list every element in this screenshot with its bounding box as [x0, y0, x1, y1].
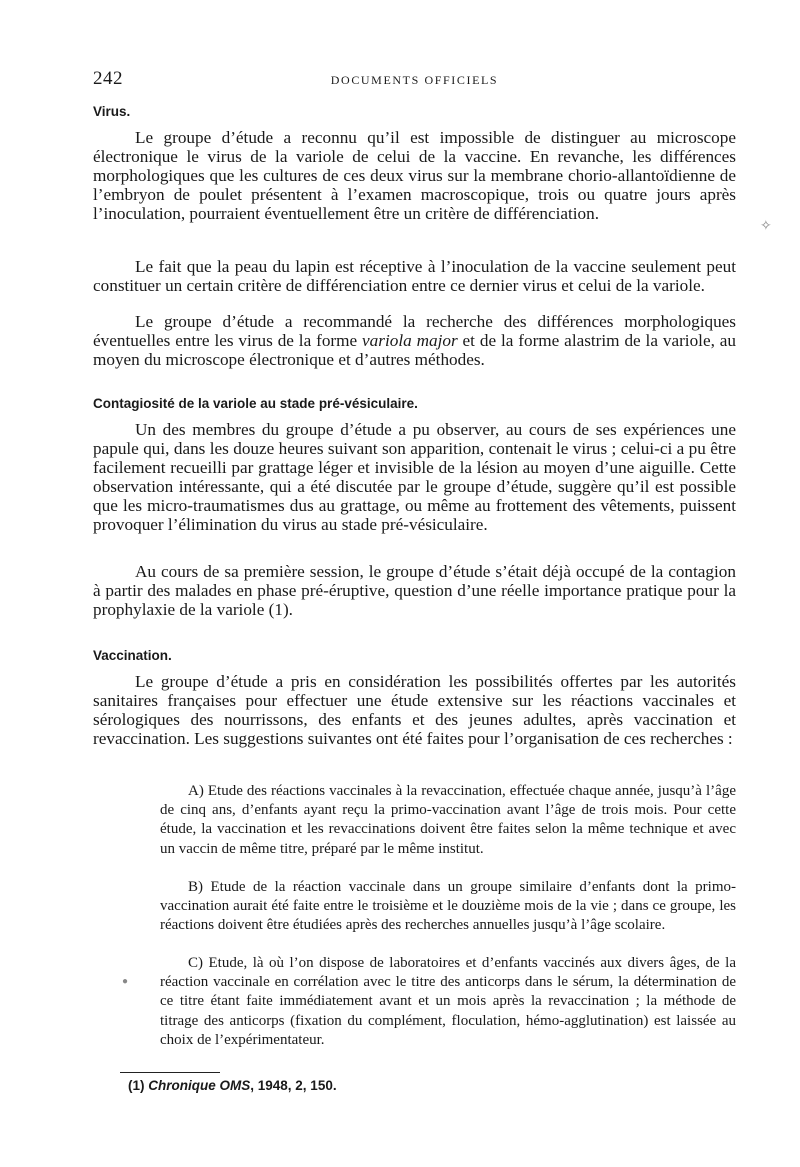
footnote-source: Chronique OMS: [148, 1078, 251, 1093]
margin-smudge: ✧: [760, 219, 772, 234]
list-item: A) Etude des réactions vaccinales à la revaccination, effectuée chaque année, jusqu’à l’âge de cinq ans, d’enfants ayant reçu la primo-vaccination avant l’âge de trois mois. Pour cette étude, la vaccination et les revaccinations doivent être faites selon la même technique et avec un vaccin de même titre, préparé par le même institut.: [160, 783, 736, 857]
page-header: [93, 68, 736, 92]
running-head: DOCUMENTS OFFICIELS: [330, 73, 499, 87]
paragraph: Le fait que la peau du lapin est réceptive à l’inoculation de la vaccine seulement peut constituer un certain critère de différenciation entre ce dernier virus et celui de la variole.: [93, 257, 736, 296]
virus-paragraph-1: [93, 128, 736, 223]
contagion-paragraph-1: [93, 420, 736, 535]
vaccination-item-b: [160, 878, 736, 936]
page-number: 242: [93, 68, 123, 89]
section-heading-virus: Virus.: [93, 104, 131, 119]
paragraph: Un des membres du groupe d’étude a pu observer, au cours de ses expériences une papule qui, dans les douze heures suivant son apparition, contenait le virus ; celui-ci a pu être facilement recueilli par grattage léger et invisible de la lésion au moyen d’une aiguille. Cette observation intéressante, qui a été discutée par le groupe d’étude, suggère qu’il est possible que les micro-traumatismes dus au grattage, ou même au frottement des vêtements, puissent provoquer l’élimination du virus au stade pré-vésiculaire.: [93, 420, 736, 535]
footnote-divider: [120, 1072, 220, 1073]
virus-paragraph-3: [93, 312, 736, 369]
ink-spot: ●: [122, 976, 129, 987]
section-vaccination: [93, 648, 736, 663]
paragraph: Le groupe d’étude a pris en considération les possibilités offertes par les autorités sanitaires françaises pour effectuer une étude extensive sur les réactions vaccinales et sérologiques des nourrissons, des enfants et des jeunes adultes, après vaccination et revaccination. Les suggestions suivantes ont été faites pour l’organisation de ces recherches :: [93, 672, 736, 749]
virus-paragraph-2: [93, 257, 736, 295]
italic-term: variola major: [362, 331, 458, 351]
section-contagion: [93, 396, 736, 411]
footnote: [128, 1078, 337, 1093]
list-item: B) Etude de la réaction vaccinale dans un groupe similaire d’enfants dont la primo-vaccination aurait été faite entre le troisième et le douzième mois de la vie ; dans ce groupe, les réactions doivent être étudiées après des recherches annuelles jusqu’à l’âge scolaire.: [160, 879, 736, 934]
text-run: et de la forme alastrim de la variole, au moyen du microscope électronique et d’autres méthodes.: [93, 331, 736, 370]
paragraph: [93, 312, 736, 369]
footnote-marker: (1): [128, 1078, 145, 1093]
contagion-paragraph-2: [93, 562, 736, 619]
footnote-details: , 1948, 2, 150.: [250, 1078, 337, 1093]
section-heading-vaccination: Vaccination.: [93, 648, 172, 663]
paragraph: Au cours de sa première session, le groupe d’étude s’était déjà occupé de la contagion à partir des malades en phase pré-éruptive, question d’une réelle importance pratique pour la prophylaxie de la variole (1).: [93, 562, 736, 620]
vaccination-paragraph-1: [93, 672, 736, 748]
text-run: Le groupe d’étude a recommandé la recherche des différences morphologiques éventuelles entre les virus de la forme: [93, 312, 736, 351]
section-heading-contagion: Contagiosité de la variole au stade pré-vésiculaire.: [93, 396, 418, 411]
paragraph: Le groupe d’étude a reconnu qu’il est impossible de distinguer au microscope électronique le virus de la variole de celui de la vaccine. En revanche, les différences morphologiques que les cultures de ces deux virus sur la membrane chorio-allantoïdienne de l’embryon de poulet présentent à l’examen macroscopique, trois ou quatre jours après l’inoculation, pourraient éventuellement être un critère de différenciation.: [93, 128, 736, 224]
list-item: C) Etude, là où l’on dispose de laboratoires et d’enfants vaccinés aux divers âges, de la réaction vaccinale en corrélation avec le titre des anticorps dans le sérum, la détermination de ce titre étant faite immédiatement avant et un mois après la revaccination ; la méthode de titrage des anticorps (fixation du complément, floculation, hémo-agglutination) est laissée au choix de l’expérimentateur.: [160, 955, 736, 1048]
vaccination-item-c: [160, 954, 736, 1050]
section-virus: [93, 104, 736, 119]
vaccination-item-a: [160, 782, 736, 859]
